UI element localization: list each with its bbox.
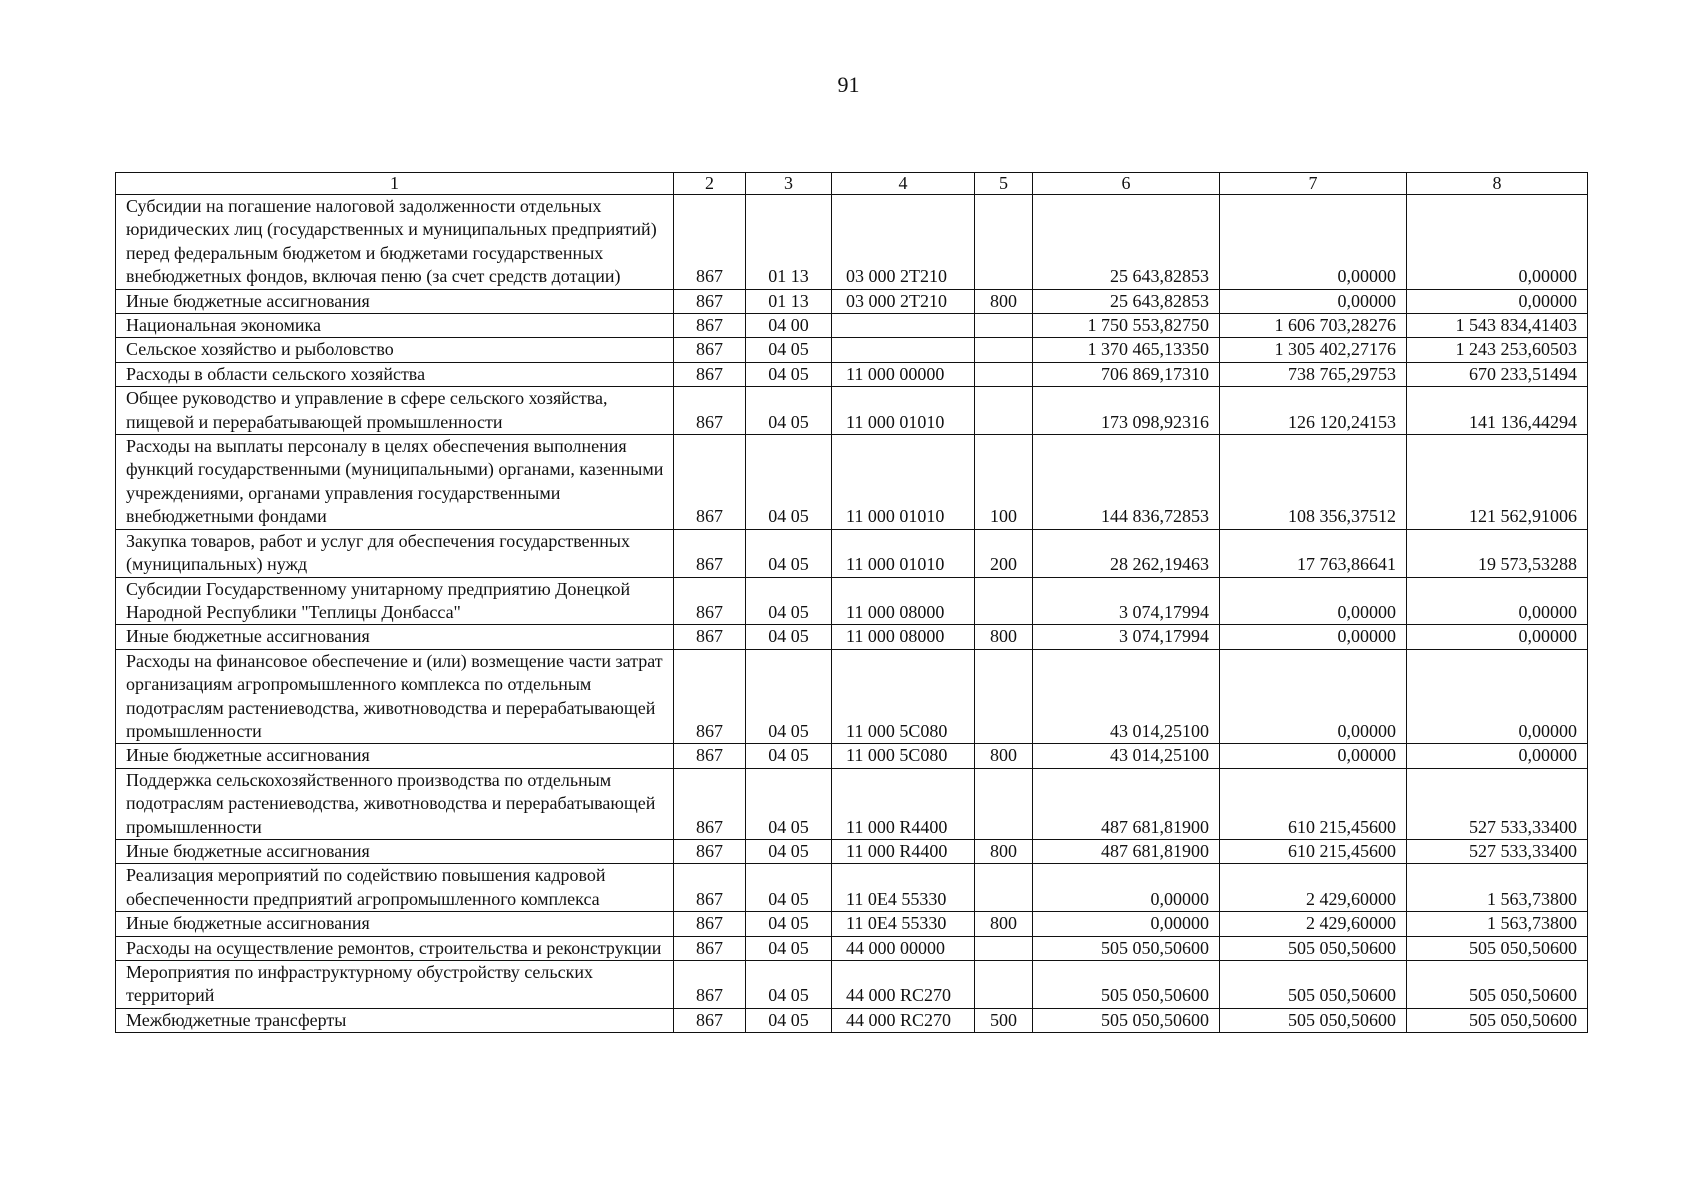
admin-code: 867 xyxy=(674,768,746,839)
item-name: Иные бюджетные ассигнования xyxy=(116,744,674,768)
amount-col6: 25 643,82853 xyxy=(1033,289,1220,313)
item-name: Национальная экономика xyxy=(116,314,674,338)
amount-col7: 1 305 402,27176 xyxy=(1220,338,1407,362)
table-row xyxy=(116,314,1588,338)
admin-code: 867 xyxy=(674,435,746,530)
item-name: Сельское хозяйство и рыболовство xyxy=(116,338,674,362)
amount-col7: 505 050,50600 xyxy=(1220,1008,1407,1032)
expense-type-code: 800 xyxy=(975,289,1033,313)
target-code xyxy=(832,338,975,362)
amount-col8: 505 050,50600 xyxy=(1407,936,1588,960)
admin-code: 867 xyxy=(674,936,746,960)
section-code: 04 00 xyxy=(746,314,832,338)
table-row xyxy=(116,195,1588,290)
admin-code: 867 xyxy=(674,314,746,338)
expense-type-code xyxy=(975,768,1033,839)
expense-type-code xyxy=(975,362,1033,386)
expense-type-code xyxy=(975,195,1033,290)
expense-type-code xyxy=(975,338,1033,362)
item-name: Субсидии на погашение налоговой задолженности отдельных юридических лиц (государственных и муниципальных предприятий) перед федеральным бюджетом и бюджетами государственных внебюджетных фондов, включая пеню (за счет средств дотации) xyxy=(116,195,674,290)
section-code: 04 05 xyxy=(746,961,832,1009)
admin-code: 867 xyxy=(674,529,746,577)
target-code: 11 000 5C080 xyxy=(832,649,975,744)
col-header: 2 xyxy=(674,173,746,195)
expense-type-code: 800 xyxy=(975,839,1033,863)
target-code: 11 000 08000 xyxy=(832,577,975,625)
table-row xyxy=(116,362,1588,386)
admin-code: 867 xyxy=(674,577,746,625)
expense-type-code xyxy=(975,936,1033,960)
amount-col8: 0,00000 xyxy=(1407,625,1588,649)
amount-col6: 28 262,19463 xyxy=(1033,529,1220,577)
amount-col7: 0,00000 xyxy=(1220,649,1407,744)
amount-col6: 3 074,17994 xyxy=(1033,577,1220,625)
expense-type-code xyxy=(975,577,1033,625)
amount-col7: 0,00000 xyxy=(1220,289,1407,313)
table-row xyxy=(116,649,1588,744)
expense-type-code xyxy=(975,387,1033,435)
item-name: Иные бюджетные ассигнования xyxy=(116,289,674,313)
item-name: Реализация мероприятий по содействию повышения кадровой обеспеченности предприятий агропромышленного комплекса xyxy=(116,864,674,912)
expense-type-code: 800 xyxy=(975,625,1033,649)
section-code: 04 05 xyxy=(746,768,832,839)
col-header: 4 xyxy=(832,173,975,195)
item-name: Иные бюджетные ассигнования xyxy=(116,839,674,863)
section-code: 04 05 xyxy=(746,338,832,362)
table-row xyxy=(116,912,1588,936)
table-row xyxy=(116,744,1588,768)
amount-col8: 19 573,53288 xyxy=(1407,529,1588,577)
amount-col6: 43 014,25100 xyxy=(1033,649,1220,744)
table-row xyxy=(116,864,1588,912)
budget-table xyxy=(115,172,1588,1033)
section-code: 04 05 xyxy=(746,839,832,863)
expense-type-code: 500 xyxy=(975,1008,1033,1032)
col-header: 8 xyxy=(1407,173,1588,195)
section-code: 01 13 xyxy=(746,195,832,290)
amount-col7: 0,00000 xyxy=(1220,195,1407,290)
expense-type-code: 200 xyxy=(975,529,1033,577)
item-name: Расходы на финансовое обеспечение и (или) возмещение части затрат организациям агропромышленного комплекса по отдельным подотраслям растениеводства, животноводства и перерабатывающей промышленности xyxy=(116,649,674,744)
amount-col6: 173 098,92316 xyxy=(1033,387,1220,435)
admin-code: 867 xyxy=(674,362,746,386)
target-code: 11 000 R4400 xyxy=(832,839,975,863)
admin-code: 867 xyxy=(674,912,746,936)
admin-code: 867 xyxy=(674,625,746,649)
col-header: 5 xyxy=(975,173,1033,195)
admin-code: 867 xyxy=(674,744,746,768)
target-code: 11 0E4 55330 xyxy=(832,912,975,936)
section-code: 04 05 xyxy=(746,387,832,435)
admin-code: 867 xyxy=(674,387,746,435)
expense-type-code xyxy=(975,864,1033,912)
amount-col8: 527 533,33400 xyxy=(1407,768,1588,839)
item-name: Расходы на осуществление ремонтов, строительства и реконструкции xyxy=(116,936,674,960)
amount-col8: 670 233,51494 xyxy=(1407,362,1588,386)
admin-code: 867 xyxy=(674,1008,746,1032)
target-code: 11 000 5C080 xyxy=(832,744,975,768)
col-header: 3 xyxy=(746,173,832,195)
amount-col6: 144 836,72853 xyxy=(1033,435,1220,530)
item-name: Расходы в области сельского хозяйства xyxy=(116,362,674,386)
expense-type-code: 100 xyxy=(975,435,1033,530)
section-code: 04 05 xyxy=(746,649,832,744)
amount-col8: 0,00000 xyxy=(1407,195,1588,290)
admin-code: 867 xyxy=(674,961,746,1009)
item-name: Расходы на выплаты персоналу в целях обеспечения выполнения функций государственными (муниципальными) органами, казенными учреждениями, органами управления государственными внебюджетными фондами xyxy=(116,435,674,530)
amount-col8: 505 050,50600 xyxy=(1407,1008,1588,1032)
amount-col8: 1 243 253,60503 xyxy=(1407,338,1588,362)
expense-type-code: 800 xyxy=(975,912,1033,936)
section-code: 04 05 xyxy=(746,864,832,912)
table-row xyxy=(116,338,1588,362)
section-code: 04 05 xyxy=(746,912,832,936)
amount-col7: 17 763,86641 xyxy=(1220,529,1407,577)
amount-col6: 487 681,81900 xyxy=(1033,768,1220,839)
table-row xyxy=(116,387,1588,435)
item-name: Закупка товаров, работ и услуг для обеспечения государственных (муниципальных) нужд xyxy=(116,529,674,577)
section-code: 04 05 xyxy=(746,435,832,530)
table-row xyxy=(116,961,1588,1009)
section-code: 04 05 xyxy=(746,1008,832,1032)
amount-col7: 610 215,45600 xyxy=(1220,768,1407,839)
table-row xyxy=(116,1008,1588,1032)
item-name: Поддержка сельскохозяйственного производства по отдельным подотраслям растениеводства, животноводства и перерабатывающей промышленности xyxy=(116,768,674,839)
target-code: 03 000 2T210 xyxy=(832,289,975,313)
amount-col8: 505 050,50600 xyxy=(1407,961,1588,1009)
amount-col7: 126 120,24153 xyxy=(1220,387,1407,435)
section-code: 04 05 xyxy=(746,577,832,625)
target-code: 11 000 01010 xyxy=(832,435,975,530)
amount-col7: 738 765,29753 xyxy=(1220,362,1407,386)
target-code: 11 000 R4400 xyxy=(832,768,975,839)
admin-code: 867 xyxy=(674,289,746,313)
item-name: Мероприятия по инфраструктурному обустройству сельских территорий xyxy=(116,961,674,1009)
target-code: 03 000 2T210 xyxy=(832,195,975,290)
amount-col8: 141 136,44294 xyxy=(1407,387,1588,435)
amount-col6: 0,00000 xyxy=(1033,912,1220,936)
amount-col8: 1 563,73800 xyxy=(1407,912,1588,936)
expense-type-code: 800 xyxy=(975,744,1033,768)
item-name: Иные бюджетные ассигнования xyxy=(116,912,674,936)
table-row xyxy=(116,435,1588,530)
amount-col6: 43 014,25100 xyxy=(1033,744,1220,768)
table-row xyxy=(116,839,1588,863)
item-name: Субсидии Государственному унитарному предприятию Донецкой Народной Республики "Теплицы Донбасса" xyxy=(116,577,674,625)
col-header: 7 xyxy=(1220,173,1407,195)
admin-code: 867 xyxy=(674,649,746,744)
page-number: 91 xyxy=(837,72,860,97)
admin-code: 867 xyxy=(674,195,746,290)
amount-col7: 0,00000 xyxy=(1220,744,1407,768)
amount-col6: 1 750 553,82750 xyxy=(1033,314,1220,338)
amount-col7: 1 606 703,28276 xyxy=(1220,314,1407,338)
header-row xyxy=(116,173,1588,195)
target-code: 11 000 01010 xyxy=(832,387,975,435)
amount-col7: 505 050,50600 xyxy=(1220,961,1407,1009)
amount-col6: 505 050,50600 xyxy=(1033,936,1220,960)
amount-col7: 108 356,37512 xyxy=(1220,435,1407,530)
amount-col6: 1 370 465,13350 xyxy=(1033,338,1220,362)
section-code: 04 05 xyxy=(746,529,832,577)
section-code: 01 13 xyxy=(746,289,832,313)
amount-col8: 1 563,73800 xyxy=(1407,864,1588,912)
amount-col8: 0,00000 xyxy=(1407,744,1588,768)
amount-col8: 0,00000 xyxy=(1407,577,1588,625)
item-name: Иные бюджетные ассигнования xyxy=(116,625,674,649)
section-code: 04 05 xyxy=(746,936,832,960)
section-code: 04 05 xyxy=(746,625,832,649)
amount-col7: 2 429,60000 xyxy=(1220,864,1407,912)
col-header: 6 xyxy=(1033,173,1220,195)
target-code: 44 000 00000 xyxy=(832,936,975,960)
target-code: 44 000 RC270 xyxy=(832,1008,975,1032)
col-header: 1 xyxy=(116,173,674,195)
target-code: 44 000 RC270 xyxy=(832,961,975,1009)
item-name: Общее руководство и управление в сфере сельского хозяйства, пищевой и перерабатывающей промышленности xyxy=(116,387,674,435)
amount-col6: 3 074,17994 xyxy=(1033,625,1220,649)
amount-col7: 0,00000 xyxy=(1220,577,1407,625)
amount-col6: 706 869,17310 xyxy=(1033,362,1220,386)
amount-col6: 0,00000 xyxy=(1033,864,1220,912)
admin-code: 867 xyxy=(674,839,746,863)
table-row xyxy=(116,529,1588,577)
amount-col8: 121 562,91006 xyxy=(1407,435,1588,530)
table-row xyxy=(116,289,1588,313)
amount-col6: 505 050,50600 xyxy=(1033,961,1220,1009)
amount-col7: 610 215,45600 xyxy=(1220,839,1407,863)
amount-col8: 0,00000 xyxy=(1407,289,1588,313)
amount-col7: 0,00000 xyxy=(1220,625,1407,649)
amount-col8: 0,00000 xyxy=(1407,649,1588,744)
amount-col8: 1 543 834,41403 xyxy=(1407,314,1588,338)
amount-col7: 505 050,50600 xyxy=(1220,936,1407,960)
amount-col6: 505 050,50600 xyxy=(1033,1008,1220,1032)
amount-col6: 25 643,82853 xyxy=(1033,195,1220,290)
target-code: 11 000 00000 xyxy=(832,362,975,386)
target-code: 11 000 08000 xyxy=(832,625,975,649)
expense-type-code xyxy=(975,961,1033,1009)
item-name: Межбюджетные трансферты xyxy=(116,1008,674,1032)
section-code: 04 05 xyxy=(746,744,832,768)
admin-code: 867 xyxy=(674,338,746,362)
expense-type-code xyxy=(975,649,1033,744)
admin-code: 867 xyxy=(674,864,746,912)
amount-col8: 527 533,33400 xyxy=(1407,839,1588,863)
amount-col7: 2 429,60000 xyxy=(1220,912,1407,936)
section-code: 04 05 xyxy=(746,362,832,386)
expense-type-code xyxy=(975,314,1033,338)
table-row xyxy=(116,625,1588,649)
target-code: 11 000 01010 xyxy=(832,529,975,577)
target-code: 11 0E4 55330 xyxy=(832,864,975,912)
table-row xyxy=(116,936,1588,960)
table-row xyxy=(116,577,1588,625)
amount-col6: 487 681,81900 xyxy=(1033,839,1220,863)
target-code xyxy=(832,314,975,338)
table-row xyxy=(116,768,1588,839)
